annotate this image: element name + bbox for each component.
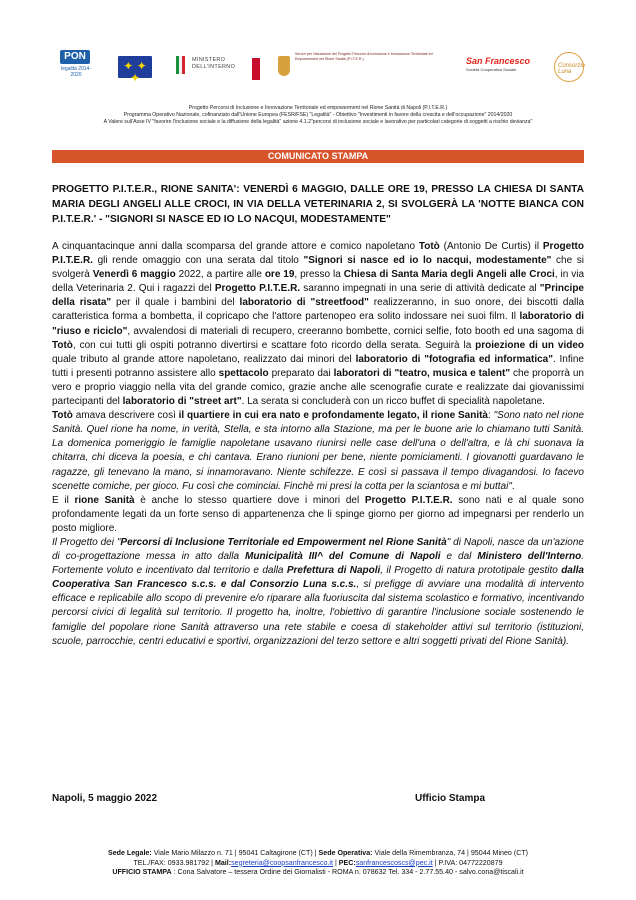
body-text-run: . La serata si concluderà con un ricco buffet di specialità napoletane.: [241, 396, 545, 408]
body-text-run: "Principe della risata": [52, 283, 584, 309]
body-text-run: Venerdì 6 maggio: [92, 269, 176, 281]
body-text-run: per il quale i bambini del: [111, 297, 240, 309]
body-text-run: . Infine tutti i presenti potranno assistere allo: [52, 353, 584, 379]
body-text-run: e dal: [440, 551, 478, 563]
body-text-run: , con cui tutti gli ospiti potranno divertirsi e scattare foto ricordo della serata. Seguirà la: [72, 339, 476, 351]
body-text-run: il quartiere in cui era nato e profondamente legato, il rione Sanità: [178, 410, 488, 422]
italy-emblem-icon: [176, 56, 186, 74]
body-text-run: " di Napoli, nasce da un'azione di co-progettazione messa in atto dalla: [52, 536, 584, 563]
body-text-run: Il Progetto dei ": [52, 536, 121, 548]
pec-label: PEC:: [338, 858, 356, 867]
ministero-interno-logo: [172, 50, 238, 84]
consorzio-luna-logo-text: Consorzio Luna: [558, 63, 586, 75]
body-paragraph: [52, 536, 584, 649]
body-text-run: :: [488, 410, 494, 422]
consorzio-luna-logo: [554, 52, 584, 82]
body-text-run: Chiesa di Santa Maria degli Angeli alle Croci: [343, 269, 555, 281]
body-text-run: spettacolo: [218, 367, 269, 379]
body-text-run: ore 19: [264, 269, 295, 281]
footer: [20, 849, 616, 878]
body-text-run: laboratorio di "streetfood": [239, 297, 369, 309]
tel-fax-text: TEL./FAX: 0933.981792 |: [133, 858, 215, 867]
body-text-run: gli rende omaggio con una serata dal titolo: [92, 255, 304, 267]
body-text-run: (Antonio De Curtis) il: [439, 241, 543, 252]
body-text-run: realizzeranno, in suo onore, dei biscotti dalla caratteristica forma a bombetta, il copricapo che l'attore partenopeo era solito indossare nei suoi film. Il: [52, 297, 585, 323]
piva-text: | P.IVA: 04772220879: [432, 858, 503, 867]
sede-legale-label: Sede Legale:: [107, 849, 152, 857]
body-text-run: saranno impegnati in una serie di attività dedicate al: [300, 283, 540, 295]
body-text-run: laboratorio di "fotografia ed informatica": [355, 353, 553, 365]
body-text-run: , il Progetto di natura prototipale gestito: [380, 565, 562, 577]
body-text-run: Progetto P.I.T.E.R.: [52, 241, 584, 267]
body-text-run: Totò: [52, 339, 73, 351]
body-paragraph: [52, 240, 584, 409]
ufficio-stampa-text: : Cona Salvatore – tessera Ordine dei Giornalisti - ROMA n. 078632 Tel. 334 - 2.77.55.40 - salvo.cona@tiscali.it: [171, 868, 524, 877]
body-text-run: laboratorio di "riuso e riciclo": [52, 311, 584, 337]
body-text-run: "Sono nato nel rione Sanità. Quel rione ha nome, in verità, Stella, e sta intorno alla Stazione, ma per le buone arie lo chiamano tutti Sanità. La domenica pomeriggio le famiglie napoletane usavano riunirsi nelle case dell'una o dell'altra, e là chi suonava la chitarra, chi diceva la poesia, e chi cantava. Erano riunioni per bene, niente pomiciamenti. I giovanotti guardavano le ragazze, gli tenevano la mano, si innamoravano. Niente schifezze. E così si passava il tempo divagandosi. Io facevo scenette comiche, per gioco. Fu così che cominciai. Finchè mi presi la cotta per la sciantosa e mi buttai": [52, 410, 584, 492]
press-release-title: PROGETTO P.I.T.E.R., RIONE SANITA': VENERDÌ 6 MAGGIO, DALLE ORE 19, PRESSO LA CHIESA DI SANTA MARIA DEGLI ANGELI ALLE CROCI, IN VIA DELLA VETERINARIA 2, SI SVOLGERÀ LA 'NOTTE BIANCA CON P.I.T.E.R.' - "SIGNORI SI NASCE ED IO LO NACQUI, MODESTAMENTE": [52, 184, 584, 225]
municipality-crest-icon: [278, 56, 290, 76]
body-text-run: . Fortemente voluto e incentivato dal territorio e dalla: [52, 551, 584, 577]
body-text-run: proiezione di un video: [475, 339, 584, 351]
sede-legale-text: Viale Mario Milazzo n. 71 | 95041 Caltagirone (CT) |: [151, 849, 319, 857]
body-text-run: amava descrivere così: [72, 410, 179, 422]
body-text-run: preparato dai: [268, 367, 334, 379]
body-text-run: A cinquantacinque anni dalla scomparsa del grande attore e comico napoletano: [52, 241, 419, 252]
body-text-run: Ministero dell'Interno: [477, 551, 582, 563]
body-text-run: rione Sanità: [74, 494, 135, 506]
project-header-line: Progetto Percorsi di Inclusione e Innovazione Territoriale ed empowerment nel Rione Sanità di Napoli (P.I.T.E.R.): [188, 105, 448, 111]
press-office-signature: Ufficio Stampa: [415, 793, 486, 804]
pon-logo: [56, 50, 94, 84]
body-text-run: Prefettura di Napoli: [286, 565, 381, 577]
footer-contact-line: [20, 859, 616, 869]
san-francesco-logo-subtitle: Società Cooperativa Sociale: [466, 67, 517, 72]
body-text-run: , si prefigge di avviare una modalità di intervento efficace e replicabile allo scopo di prevenire e/o riparare alla fuoriuscita dal sistema scolastico e formativo, incentivando percorsi civici di legalità sul territorio. Il progetto ha, inoltre, l'obiettivo di garantire l'inclusione sociale sostenendo le famiglie del popolare rione Sanità attraverso una rete stabile e coesa di stakeholder attivi sul territorio (istituzioni, scuole, parrocchie, centri educativi e sportivi, organizzazioni del terzo settore e altri soggetti privati del Rione Sanità).: [52, 579, 584, 647]
body-text-run: che si svolgerà: [52, 255, 585, 281]
pon-logo-subtitle: legalità 2014-2020: [60, 66, 92, 78]
body-text-run: Totò: [52, 410, 73, 422]
sede-operativa-text: Viale della Rimembranza, 74 | 95044 Mineo (CT): [372, 849, 529, 857]
body-text-run: "Signori si nasce ed io lo nacqui, modestamente": [303, 255, 552, 267]
footer-address-line: [20, 849, 616, 859]
eu-flag-logo: ✦ ✦ ✦: [118, 56, 152, 78]
body-paragraph: [52, 409, 584, 494]
place-date: Napoli, 5 maggio 2022: [52, 793, 158, 804]
body-text-run: Totò: [418, 241, 440, 252]
body-text-run: è anche lo stesso quartiere dove i minori del: [134, 494, 365, 506]
body-text-run: .: [511, 480, 515, 492]
body-text-run: Municipalità III^ del Comune di Napoli: [245, 551, 441, 563]
san-francesco-logo-title: San Francesco: [466, 56, 531, 66]
ufficio-stampa-label: UFFICIO STAMPA: [112, 868, 172, 877]
san-francesco-logo: [466, 56, 536, 90]
pon-logo-mark: PON: [60, 50, 90, 64]
body-text-run: , presso la: [294, 269, 344, 281]
body-text-run: sono nati e al quale sono profondamente legati da un forte senso di appartenenza che li spinge giorno per giorno ad impegnarsi per renderlo un posto migliore.: [52, 494, 584, 534]
body-text-run: , in via della Veterinaria 2. Qui i ragazzi del: [52, 269, 584, 295]
body-text-run: che proporrà un vero e proprio viaggio nella vita del grande comico, grazie anche alle scenografie curate e realizzate dai giovanissimi partecipanti del: [52, 367, 584, 408]
body-text-run: 2022, a partire alle: [175, 269, 265, 281]
body-paragraph: [52, 494, 584, 536]
coat-of-arms-icon: [252, 58, 260, 80]
project-header-line: Programma Operativo Nazionale, cofinanziato dall'Unione Europea (FESR/FSE) "Legalità" - Obiettivo "Investimenti in favore della crescita e dell'occupazione" 2014/2020: [123, 112, 513, 118]
body-text-run: laboratorio di "street art": [122, 396, 242, 408]
project-header-line: A Valere sull'Asse IV "favorire l'inclusione sociale e la diffusione della legalità" azione 4.1.2"percorsi di inclusione sociale e lavorativo per particolari categorie di soggetti a rischio devianza": [103, 119, 533, 125]
separator: |: [332, 858, 339, 867]
footer-press-office-line: [20, 868, 616, 878]
body-text-run: Progetto P.I.T.E.R.: [214, 283, 301, 295]
body-text-run: , avvalendosi di materiali di recupero, creeranno bombette, cornici selfie, foto booth ed una sagoma di: [127, 325, 584, 337]
logo-bar: [52, 50, 584, 86]
mail-label: Mail:: [214, 858, 232, 867]
body-text-run: laboratori di "teatro, musica e talent": [333, 367, 511, 379]
press-release-banner: COMUNICATO STAMPA: [52, 150, 584, 163]
ministero-logo-text: MINISTERO DELL'INTERNO: [192, 57, 236, 70]
press-release-body: [52, 240, 584, 649]
body-text-run: E il: [52, 494, 75, 506]
sede-operativa-label: Sede Operativa:: [318, 849, 373, 857]
body-text-run: dalla Cooperativa San Francesco s.c.s. e dal Consorzio Luna s.c.s.: [52, 565, 584, 591]
body-text-run: Progetto P.I.T.E.R.: [364, 494, 453, 506]
pec-link[interactable]: sanfrancescoscs@pec.it: [355, 858, 433, 867]
body-text-run: Percorsi di Inclusione Territoriale ed Empowerment nel Rione Sanità: [120, 536, 447, 548]
body-text-run: quale tributo al grande attore napoletano, realizzato dai minori del: [52, 353, 356, 365]
mail-link[interactable]: segreteria@coopsanfrancesco.it: [231, 858, 333, 867]
cooperativa-logo-text: Servizi per l'attuazione del Progetto Percorsi di Inclusione e Innovazione Territoriale ed Empowerment nel Rione Sanità (P.I.T.E.R.): [295, 52, 433, 61]
